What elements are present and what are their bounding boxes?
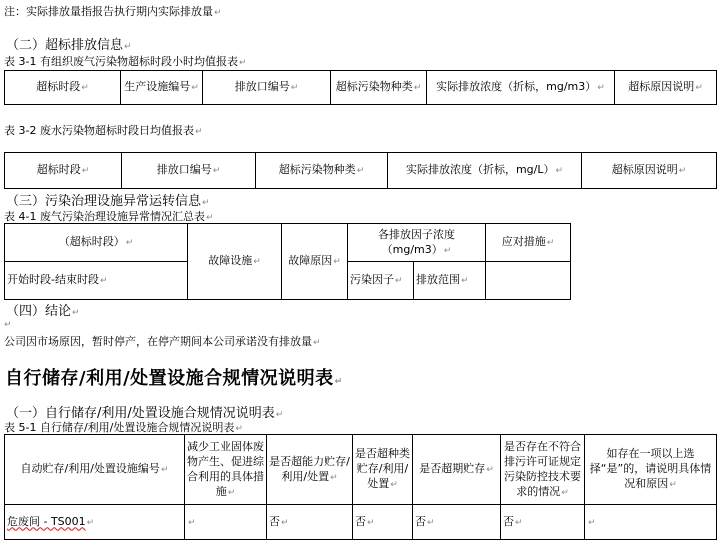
table-row xyxy=(5,505,717,540)
table-5-1-cell: 否↵ xyxy=(413,505,501,540)
table-4-1-period-subheader: 开始时段-结束时段↵ xyxy=(5,262,188,300)
table-5-1-cell: 否↵ xyxy=(267,505,353,540)
conclusion-text: 公司因市场原因，暂时停产，在停产期间本公司承诺没有排放量↵ xyxy=(4,335,321,348)
table-5-1-header: 自动贮存/利用/处置设施编号↵ xyxy=(5,435,185,505)
table-5-1-header: 是否超能力贮存/利用/处置↵ xyxy=(267,435,353,505)
table-3-2-header: 超标时段↵ xyxy=(5,153,122,189)
table-3-1-header: 生产设施编号↵ xyxy=(121,71,203,105)
empty-paragraph-mark: ↵ xyxy=(4,320,12,330)
table-5-1-cell: 危废间 - TS001↵ xyxy=(5,505,185,540)
section-2-heading: （二）超标排放信息↵ xyxy=(6,38,132,53)
table-5-1-cell: 否↵ xyxy=(501,505,585,540)
table-3-2-header: 超标污染物种类↵ xyxy=(256,153,388,189)
table-4-1-pollutant-header: 污染因子↵ xyxy=(348,262,414,300)
table-4-1-period-header: （超标时段）↵ xyxy=(5,224,188,262)
table-4-1-measures-header: 应对措施↵ xyxy=(486,224,571,262)
table-5-1 xyxy=(4,434,717,540)
table-4-1-caption: 表 4-1 废气污染治理设施异常情况汇总表↵ xyxy=(4,210,214,223)
table-3-2-header: 实际排放浓度（折标，mg/L）↵ xyxy=(388,153,582,189)
table-3-1-header: 超标原因说明↵ xyxy=(615,71,717,105)
table-4-1-measures-cell xyxy=(486,262,571,300)
table-5-1-header: 减少工业固体废物产生、促进综合利用的具体措施↵ xyxy=(185,435,267,505)
table-3-2-header: 排放口编号↵ xyxy=(122,153,256,189)
note-text: 注：实际排放量指报告执行期内实际排放量↵ xyxy=(4,5,222,18)
table-3-2 xyxy=(4,152,717,189)
table-4-1-range-header: 排放范围↵ xyxy=(414,262,486,300)
table-3-1-caption: 表 3-1 有组织废气污染物超标时段小时均值报表↵ xyxy=(4,55,247,68)
table-4-1-concentration-header: 各排放因子浓度 （mg/m3）↵ xyxy=(348,224,486,262)
subsection-1-heading: （一）自行储存/利用/处置设施合规情况说明表↵ xyxy=(6,406,284,421)
table-3-1-header: 排放口编号↵ xyxy=(203,71,331,105)
table-3-1 xyxy=(4,70,717,105)
table-4-1-fault-facility-header: 故障设施↵ xyxy=(188,224,282,300)
table-3-1-header: 超标时段↵ xyxy=(5,71,121,105)
table-5-1-header: 如存在一项以上选择“是”的，请说明具体情况和原因↵ xyxy=(585,435,717,505)
table-3-2-header: 超标原因说明↵ xyxy=(582,153,717,189)
section-3-heading: （三）污染治理设施异常运转信息↵ xyxy=(6,194,210,209)
main-title: 自行储存/利用/处置设施合规情况说明表↵ xyxy=(5,368,343,389)
table-5-1-header: 是否超期贮存↵ xyxy=(413,435,501,505)
table-5-1-cell: ↵ xyxy=(585,505,717,540)
table-4-1-fault-reason-header: 故障原因↵ xyxy=(282,224,348,300)
table-3-2-caption: 表 3-2 废水污染物超标时段日均值报表↵ xyxy=(4,124,203,137)
table-3-1-header: 实际排放浓度（折标，mg/m3）↵ xyxy=(427,71,615,105)
table-5-1-caption: 表 5-1 自行储存/利用/处置设施合规情况说明表↵ xyxy=(4,421,243,434)
table-4-1 xyxy=(4,223,571,300)
table-5-1-cell: ↵ xyxy=(185,505,267,540)
section-4-heading: （四）结论↵ xyxy=(6,304,80,319)
table-5-1-header: 是否超种类贮存/利用/处置↵ xyxy=(353,435,413,505)
table-3-1-header: 超标污染物种类↵ xyxy=(331,71,427,105)
table-5-1-header: 是否存在不符合排污许可证规定污染防控技术要求的情况↵ xyxy=(501,435,585,505)
table-5-1-cell: 否↵ xyxy=(353,505,413,540)
